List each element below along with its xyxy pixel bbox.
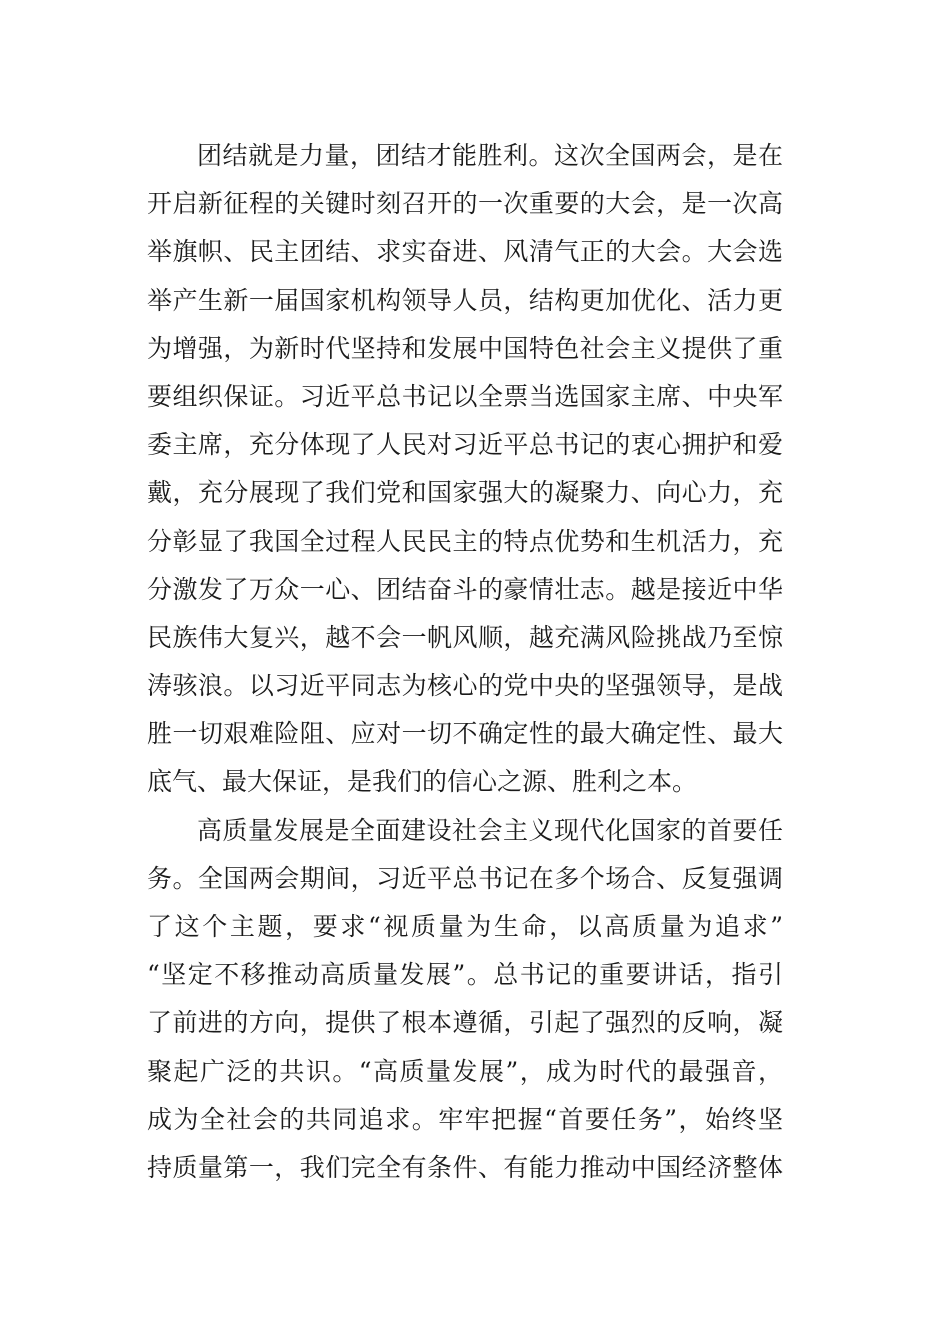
text-line: 委主席，充分体现了人民对习近平总书记的衷心拥护和爱 (147, 430, 783, 460)
text-line: 成为全社会的共同追求。牢牢把握“首要任务”，始终坚 (147, 1104, 783, 1134)
text-line: 要组织保证。习近平总书记以全票当选国家主席、中央军 (147, 381, 783, 411)
text-line: 涛骇浪。以习近平同志为核心的党中央的坚强领导，是战 (147, 671, 783, 701)
text-line: 务。全国两会期间，习近平总书记在多个场合、反复强调 (147, 863, 783, 893)
text-line: 了前进的方向，提供了根本遵循，引起了强烈的反响，凝 (147, 1008, 783, 1038)
body-text (147, 132, 783, 1192)
text-line: 持质量第一，我们完全有条件、有能力推动中国经济整体 (147, 1152, 783, 1182)
text-line: 底气、最大保证，是我们的信心之源、胜利之本。 (147, 767, 698, 797)
text-line: 民族伟大复兴，越不会一帆风顺，越充满风险挑战乃至惊 (147, 622, 783, 652)
text-line: 胜一切艰难险阻、应对一切不确定性的最大确定性、最大 (147, 719, 783, 749)
text-line: 分彰显了我国全过程人民民主的特点优势和生机活力，充 (147, 526, 783, 556)
text-line: “坚定不移推动高质量发展”。总书记的重要讲话，指引 (147, 960, 783, 990)
text-line: 举产生新一届国家机构领导人员，结构更加优化、活力更 (147, 285, 783, 315)
text-line: 举旗帜、民主团结、求实奋进、风清气正的大会。大会选 (147, 237, 783, 267)
text-line: 团结就是力量，团结才能胜利。这次全国两会，是在 (197, 141, 783, 170)
text-line: 了这个主题，要求“视质量为生命，以高质量为追求” (147, 912, 783, 941)
text-line: 戴，充分展现了我们党和国家强大的凝聚力、向心力，充 (147, 478, 783, 508)
text-line: 分激发了万众一心、团结奋斗的豪情壮志。越是接近中华 (147, 574, 783, 604)
paragraph-high-quality-development (147, 807, 783, 1193)
text-line: 聚起广泛的共识。“高质量发展”，成为时代的最强音， (147, 1056, 783, 1086)
text-line: 为增强，为新时代坚持和发展中国特色社会主义提供了重 (147, 333, 783, 363)
text-line: 开启新征程的关键时刻召开的一次重要的大会，是一次高 (147, 189, 783, 219)
paragraph-unity (147, 132, 783, 807)
text-line: 高质量发展是全面建设社会主义现代化国家的首要任 (197, 815, 783, 845)
